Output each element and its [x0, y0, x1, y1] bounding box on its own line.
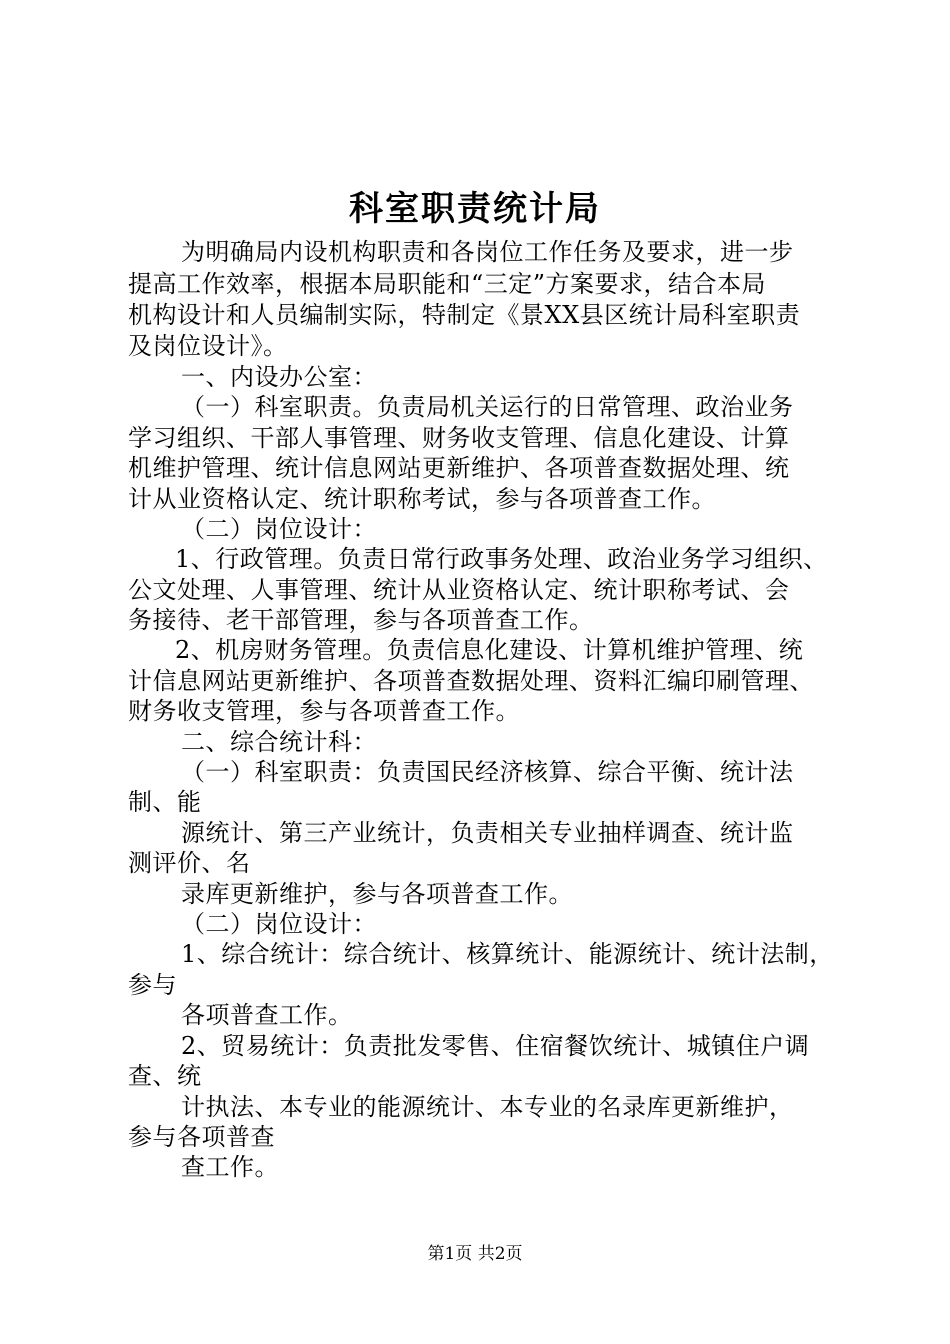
body-line: 制、能	[128, 788, 202, 816]
body-line: 机维护管理、统计信息网站更新维护、各项普查数据处理、统	[128, 454, 790, 482]
body-line: 计信息网站更新维护、各项普查数据处理、资料汇编印刷管理、	[128, 667, 814, 695]
section-heading: 二、综合统计科：	[181, 728, 377, 756]
page-footer: 第1页 共2页	[427, 1244, 523, 1264]
body-line: 1、行政管理。负责日常行政事务处理、政治业务学习组织、	[175, 545, 828, 573]
body-line: 及岗位设计》。	[128, 332, 288, 360]
subsection-heading: （二）岗位设计：	[181, 515, 377, 543]
body-line: 1、综合统计：综合统计、核算统计、能源统计、统计法制，	[181, 940, 834, 968]
body-line: 机构设计和人员编制实际，特制定《景XX县区统计局科室职责	[128, 301, 801, 329]
body-line: 各项普查工作。	[181, 1001, 353, 1029]
body-line: （一）科室职责：负责国民经济核算、综合平衡、统计法	[181, 758, 794, 786]
body-line: 财务收支管理，参与各项普查工作。	[128, 697, 520, 725]
body-line: 查、统	[128, 1062, 202, 1090]
document-title: 科室职责统计局	[349, 189, 601, 229]
subsection-heading: （二）岗位设计：	[181, 910, 377, 938]
body-line: 参与	[128, 971, 177, 999]
body-line: 参与各项普查	[128, 1123, 275, 1151]
body-line: 计执法、本专业的能源统计、本专业的名录库更新维护，	[181, 1093, 794, 1121]
body-line: 学习组织、干部人事管理、财务收支管理、信息化建设、计算	[128, 424, 790, 452]
body-line: 2、贸易统计：负责批发零售、住宿餐饮统计、城镇住户调	[181, 1032, 810, 1060]
section-heading: 一、内设办公室：	[181, 363, 377, 391]
body-line: 公文处理、人事管理、统计从业资格认定、统计职称考试、会	[128, 576, 790, 604]
body-line: 计从业资格认定、统计职称考试，参与各项普查工作。	[128, 485, 716, 513]
body-line: 源统计、第三产业统计，负责相关专业抽样调查、统计监	[181, 819, 794, 847]
body-line: 测评价、名	[128, 849, 251, 877]
body-line: 为明确局内设机构职责和各岗位工作任务及要求，进一步	[181, 238, 794, 266]
body-line: （一）科室职责。负责局机关运行的日常管理、政治业务	[181, 393, 794, 421]
body-line: 提高工作效率，根据本局职能和“三定”方案要求，结合本局	[128, 270, 767, 298]
body-line: 查工作。	[181, 1153, 279, 1181]
body-line: 录库更新维护，参与各项普查工作。	[181, 880, 573, 908]
body-line: 务接待、老干部管理，参与各项普查工作。	[128, 606, 594, 634]
body-line: 2、机房财务管理。负责信息化建设、计算机维护管理、统	[175, 636, 804, 664]
